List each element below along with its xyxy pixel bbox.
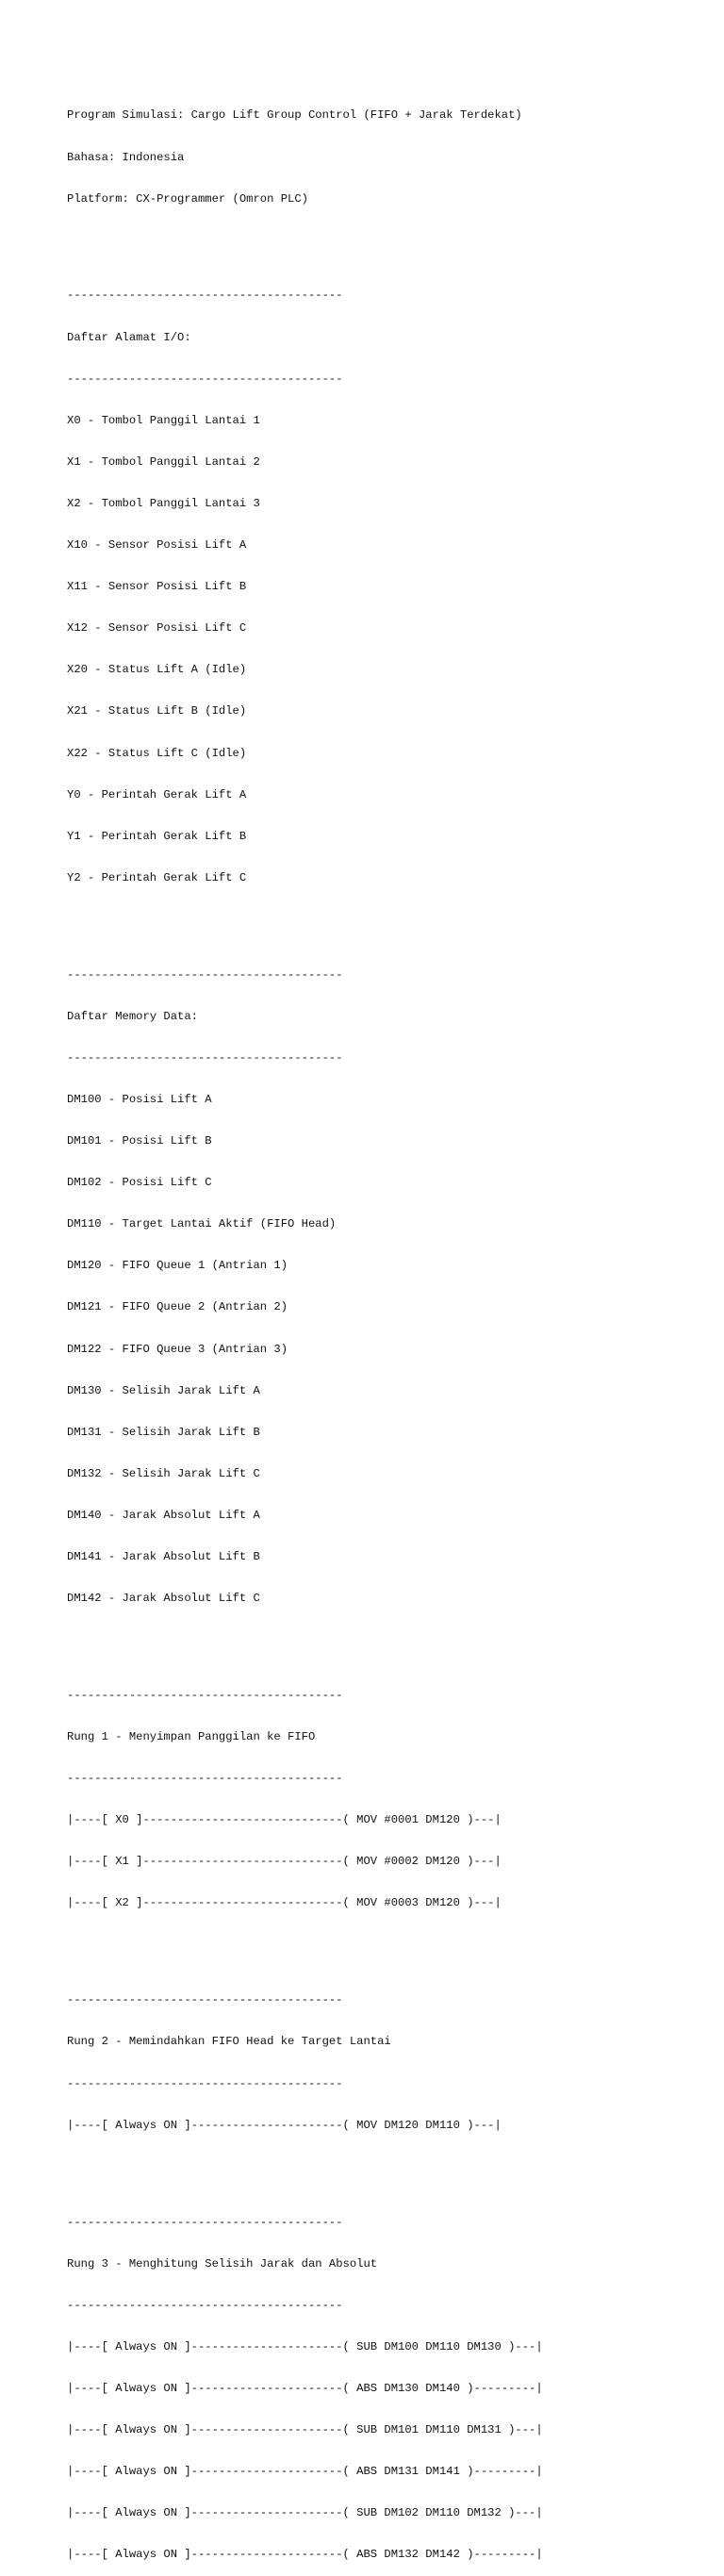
ladder-line: |----[ X1 ]-----------------------------( MOV #0002 DM120 )---| <box>67 1855 502 1869</box>
memory-section-title: Daftar Memory Data: <box>67 1009 198 1023</box>
io-item: Y2 - Perintah Gerak Lift C <box>67 870 247 884</box>
memory-item: DM101 - Posisi Lift B <box>67 1134 212 1148</box>
io-item: Y0 - Perintah Gerak Lift A <box>67 787 247 801</box>
separator-line: ---------------------------------------- <box>67 1050 343 1065</box>
spacer <box>67 913 543 927</box>
language-line: Bahasa: Indonesia <box>67 150 185 164</box>
ladder-line: |----[ X2 ]-----------------------------( MOV #0003 DM120 )---| <box>67 1896 502 1910</box>
ladder-line: |----[ Always ON ]----------------------( SUB DM100 DM110 DM130 )---| <box>67 2339 543 2353</box>
separator-line: ---------------------------------------- <box>67 372 343 386</box>
ladder-line: |----[ Always ON ]----------------------( ABS DM131 DM141 )---------| <box>67 2465 543 2479</box>
memory-item: DM110 - Target Lantai Aktif (FIFO Head) <box>67 1217 337 1231</box>
separator-line: ---------------------------------------- <box>67 2298 343 2312</box>
memory-item: DM142 - Jarak Absolut Lift C <box>67 1592 260 1606</box>
separator-line: ---------------------------------------- <box>67 1993 343 2007</box>
rung-1-title: Rung 1 - Menyimpan Panggilan ke FIFO <box>67 1730 316 1744</box>
separator-line: ---------------------------------------- <box>67 1688 343 1702</box>
memory-item: DM131 - Selisih Jarak Lift B <box>67 1425 260 1439</box>
ladder-line: |----[ Always ON ]----------------------( MOV DM120 DM110 )---| <box>67 2118 502 2132</box>
io-item: X0 - Tombol Panggil Lantai 1 <box>67 413 260 427</box>
io-item: X2 - Tombol Panggil Lantai 3 <box>67 496 260 510</box>
io-item: X22 - Status Lift C (Idle) <box>67 746 247 760</box>
memory-item: DM102 - Posisi Lift C <box>67 1176 212 1190</box>
ladder-line: |----[ Always ON ]----------------------( SUB DM101 DM110 DM131 )---| <box>67 2422 543 2436</box>
separator-line: ---------------------------------------- <box>67 2076 343 2090</box>
ladder-line: |----[ X0 ]-----------------------------( MOV #0001 DM120 )---| <box>67 1813 502 1827</box>
spacer <box>67 1939 543 1953</box>
memory-item: DM120 - FIFO Queue 1 (Antrian 1) <box>67 1259 288 1273</box>
io-item: X12 - Sensor Posisi Lift C <box>67 621 247 636</box>
memory-item: DM140 - Jarak Absolut Lift A <box>67 1508 260 1522</box>
ladder-line: |----[ Always ON ]----------------------( ABS DM132 DM142 )---------| <box>67 2548 543 2562</box>
memory-item: DM130 - Selisih Jarak Lift A <box>67 1383 260 1397</box>
program-document <box>67 81 543 2576</box>
rung-3-title: Rung 3 - Menghitung Selisih Jarak dan Absolut <box>67 2256 378 2271</box>
separator-line: ---------------------------------------- <box>67 2215 343 2229</box>
io-item: X1 - Tombol Panggil Lantai 2 <box>67 454 260 469</box>
program-title: Program Simulasi: Cargo Lift Group Control (FIFO + Jarak Terdekat) <box>67 108 522 123</box>
memory-item: DM132 - Selisih Jarak Lift C <box>67 1466 260 1480</box>
separator-line: ---------------------------------------- <box>67 1772 343 1786</box>
rung-2-title: Rung 2 - Memindahkan FIFO Head ke Target Lantai <box>67 2035 391 2049</box>
io-item: X20 - Status Lift A (Idle) <box>67 663 247 677</box>
ladder-line: |----[ Always ON ]----------------------( SUB DM102 DM110 DM132 )---| <box>67 2506 543 2520</box>
spacer <box>67 2160 543 2174</box>
memory-item: DM122 - FIFO Queue 3 (Antrian 3) <box>67 1342 288 1356</box>
spacer <box>67 234 543 248</box>
memory-item: DM100 - Posisi Lift A <box>67 1092 212 1106</box>
separator-line: ---------------------------------------- <box>67 289 343 303</box>
io-section-title: Daftar Alamat I/O: <box>67 330 191 344</box>
memory-item: DM121 - FIFO Queue 2 (Antrian 2) <box>67 1300 288 1314</box>
io-item: Y1 - Perintah Gerak Lift B <box>67 829 247 843</box>
separator-line: ---------------------------------------- <box>67 967 343 982</box>
spacer <box>67 1633 543 1647</box>
ladder-line: |----[ Always ON ]----------------------( ABS DM130 DM140 )---------| <box>67 2381 543 2395</box>
memory-item: DM141 - Jarak Absolut Lift B <box>67 1550 260 1563</box>
io-item: X10 - Sensor Posisi Lift A <box>67 538 247 553</box>
io-item: X11 - Sensor Posisi Lift B <box>67 580 247 594</box>
platform-line: Platform: CX-Programmer (Omron PLC) <box>67 191 308 206</box>
io-item: X21 - Status Lift B (Idle) <box>67 704 247 718</box>
